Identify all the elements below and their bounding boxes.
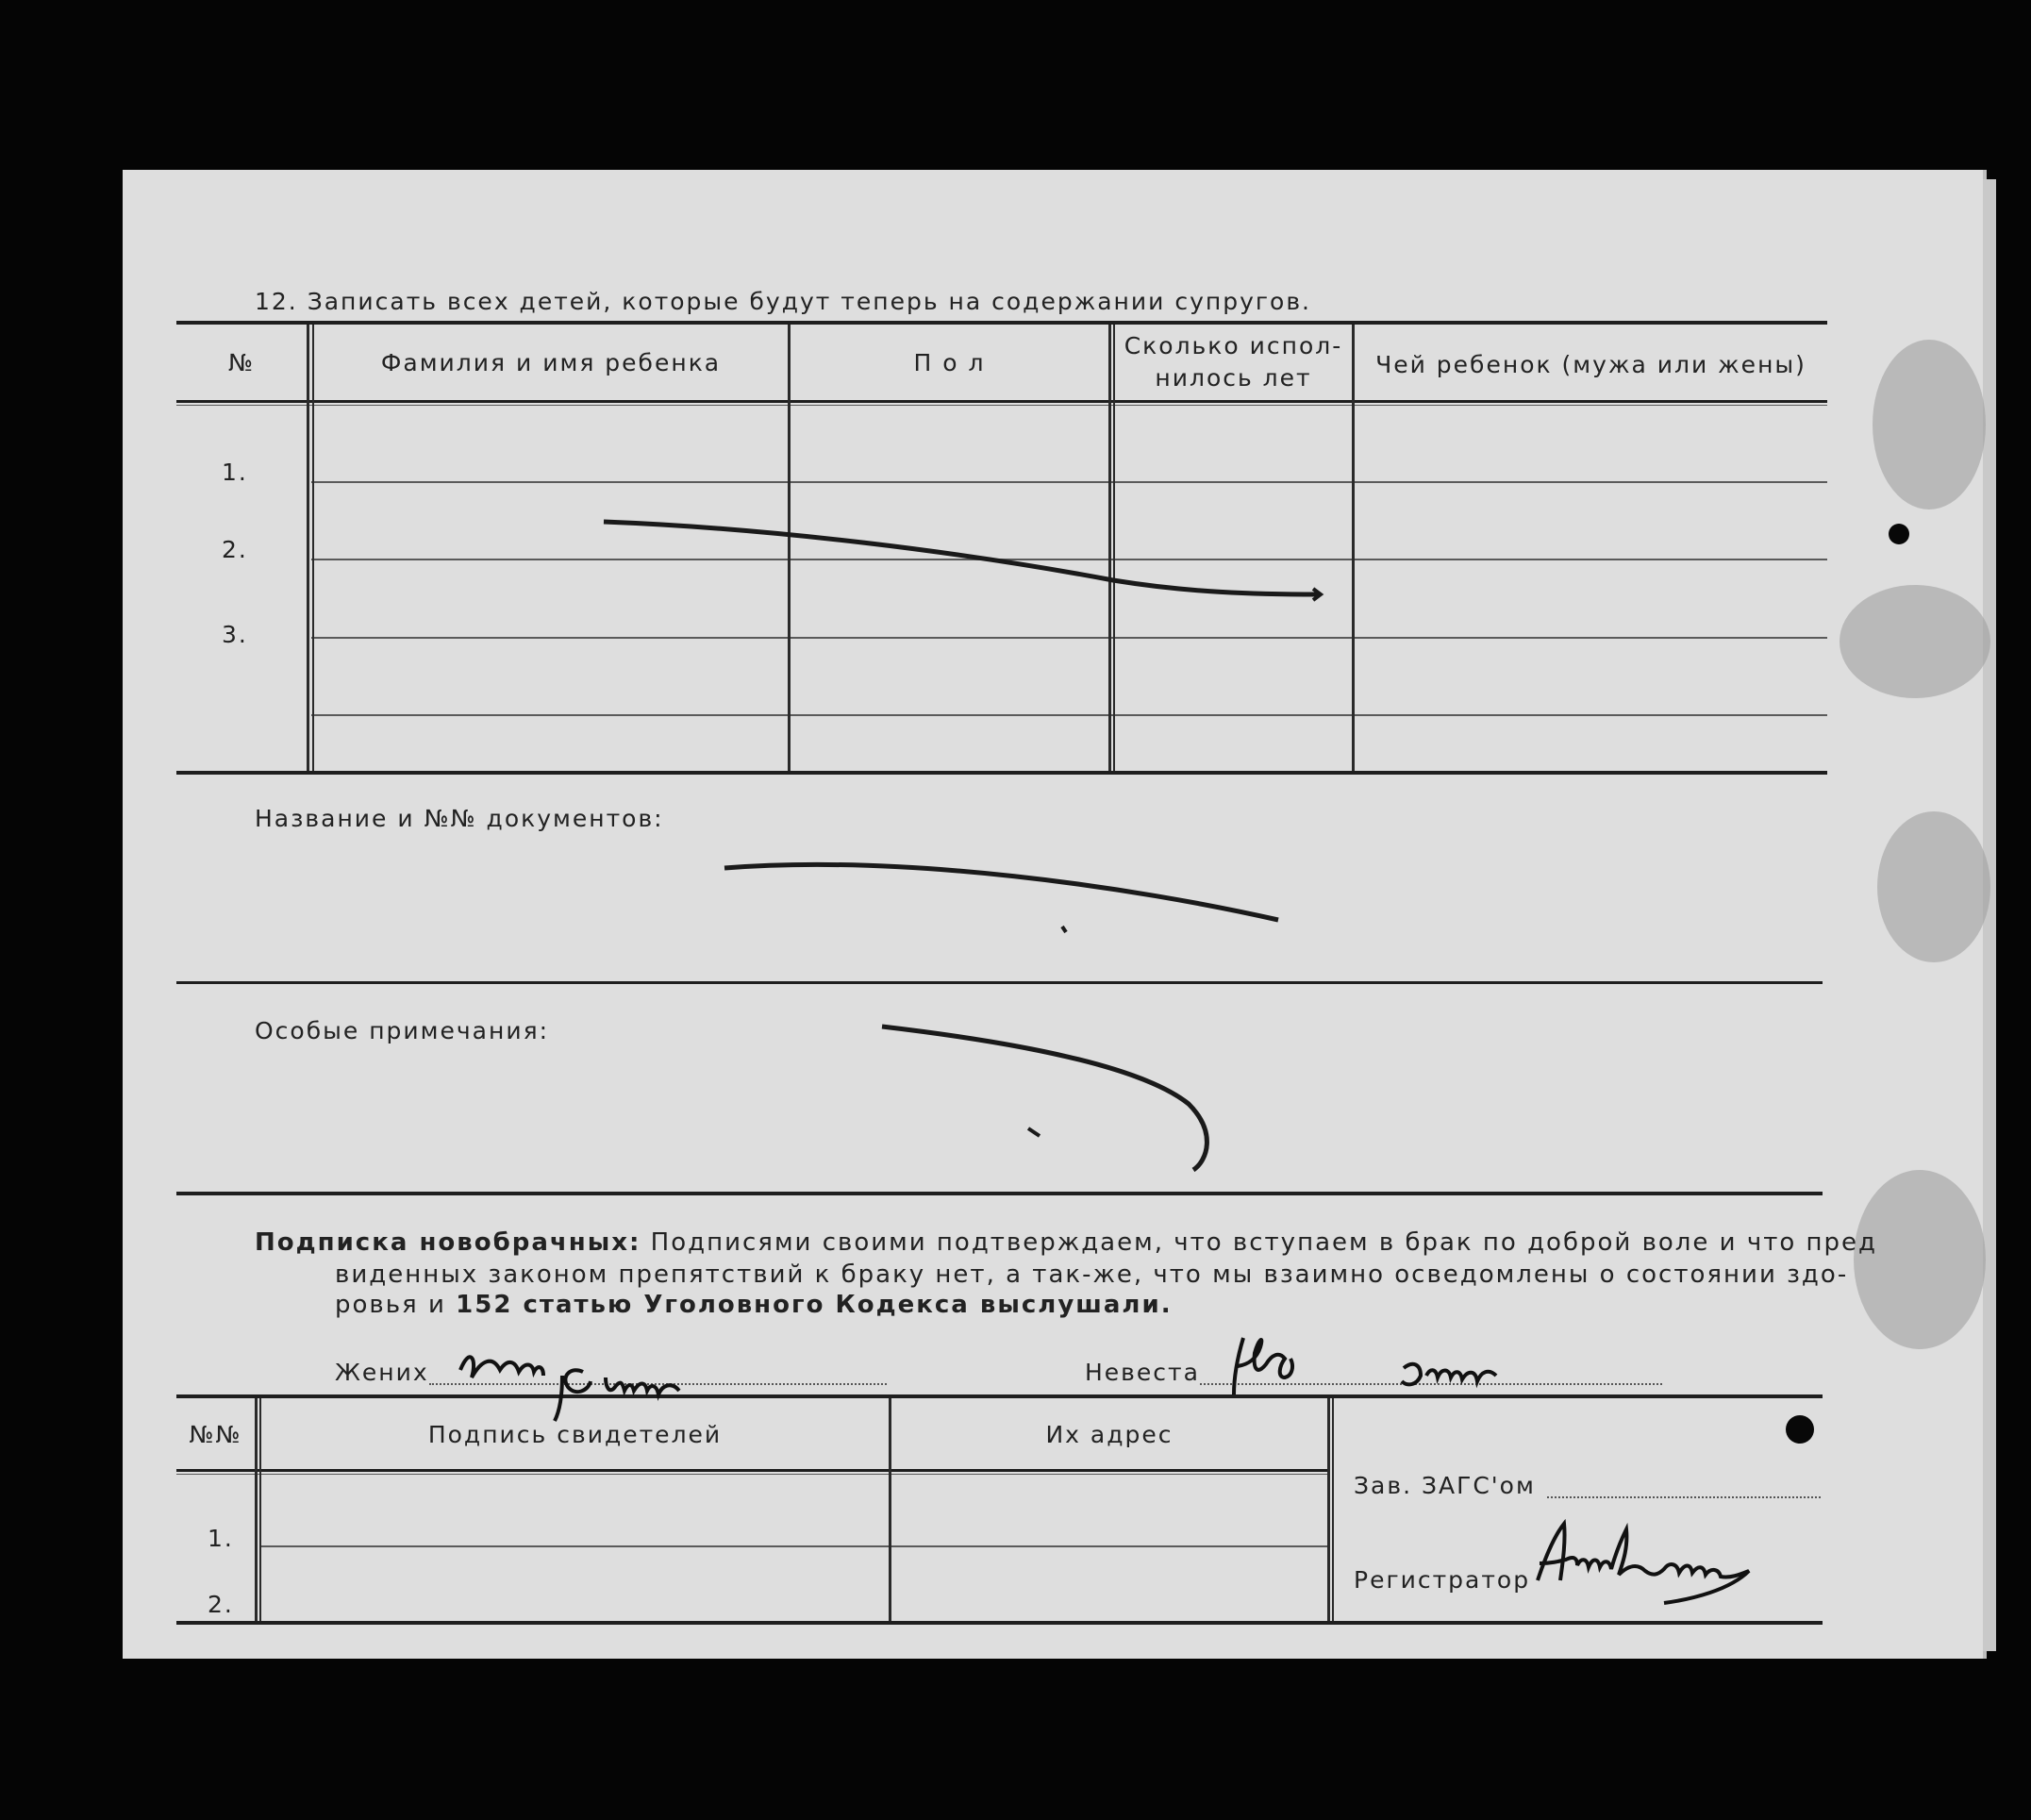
witness-header-number: №№ — [189, 1421, 242, 1448]
bride-signature — [1234, 1338, 1496, 1394]
zags-head-label: Зав. ЗАГС'ом — [1354, 1472, 1536, 1499]
row-number: 1. — [222, 459, 248, 486]
pledge-text-3a: ровья и — [335, 1291, 446, 1319]
groom-signature — [460, 1357, 679, 1421]
witness-header-signature: Подпись свидетелей — [427, 1421, 723, 1448]
bride-label: Невеста — [1085, 1359, 1200, 1386]
ink-mark — [1028, 1128, 1040, 1136]
header-child-name: Фамилия и имя ребенка — [380, 349, 722, 376]
registrar-label: Регистратор — [1354, 1566, 1531, 1594]
header-age-line1: Сколько испол- — [1124, 332, 1343, 359]
ink-mark — [1062, 927, 1066, 932]
documents-label: Название и №№ документов: — [255, 805, 664, 832]
section-12-title: 12. Записать всех детей, которые будут теперь на содержании супругов. — [255, 288, 1311, 315]
registrar-signature — [1538, 1524, 1749, 1603]
header-whose-child: Чей ребенок (мужа или жены) — [1375, 351, 1806, 378]
row-number: 3. — [222, 621, 248, 648]
pledge-lead: Подписка новобрачных: — [255, 1228, 641, 1257]
header-age-line2: нилось лет — [1155, 364, 1312, 392]
witness-row-number: 2. — [208, 1591, 234, 1618]
header-sex: П о л — [913, 349, 986, 376]
pledge-text-3b: 152 статью Уголовного Кодекса выслушали. — [456, 1291, 1173, 1319]
groom-label: Жених — [335, 1359, 429, 1386]
pledge-line-2: виденных законом препятствий к браку нет, а так-же, что мы взаимно осведомлены о состоянии здо- — [335, 1261, 1849, 1289]
dash-stroke-remarks — [882, 1027, 1207, 1170]
row-number: 2. — [222, 536, 248, 563]
witness-row-number: 1. — [208, 1525, 234, 1552]
header-number: № — [227, 349, 255, 376]
dash-stroke-documents — [724, 864, 1278, 920]
dash-stroke-children — [604, 522, 1321, 594]
pledge-text-1: Подписями своими подтверждаем, что вступаем в брак по доброй воле и что пред — [650, 1228, 1877, 1257]
witness-header-address: Их адрес — [1045, 1421, 1174, 1448]
remarks-label: Особые примечания: — [255, 1017, 550, 1044]
